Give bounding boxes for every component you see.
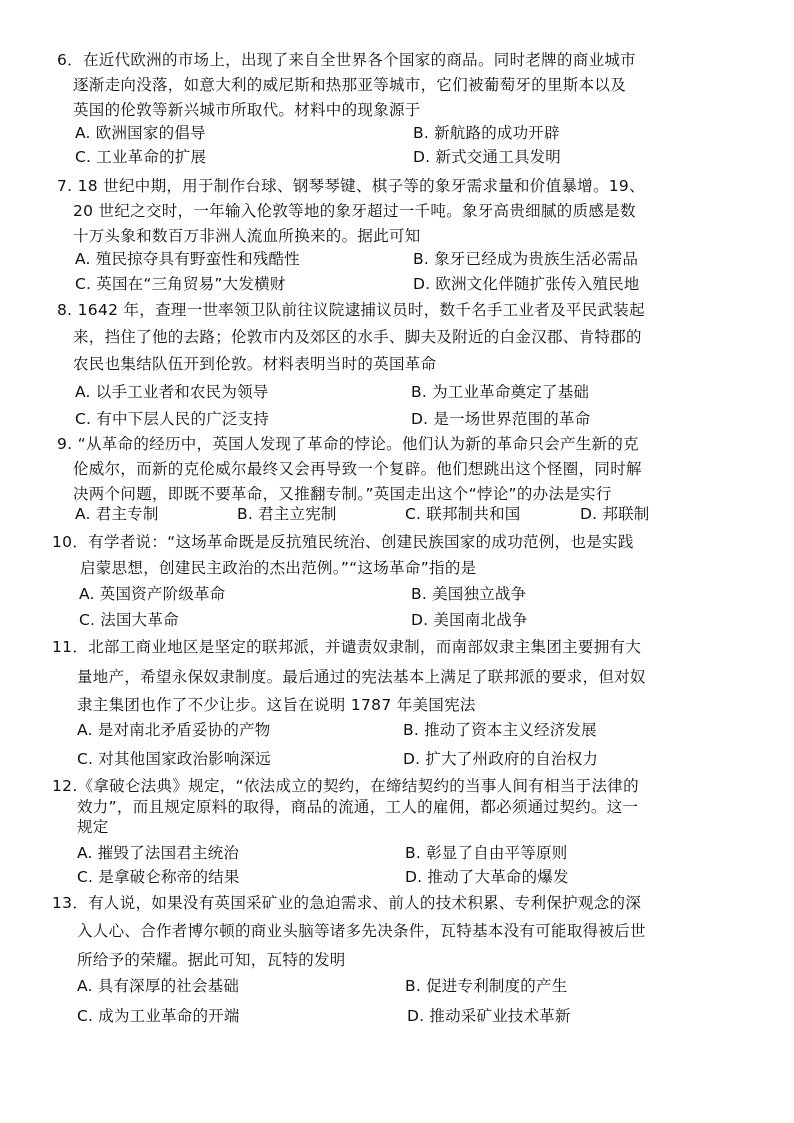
question-text-line: 来，挡住了他的去路；伦敦市内及郊区的水手、脚夫及附近的白金汉郡、肯特郡的 <box>73 328 642 346</box>
option-b: B. 新航路的成功开辟 <box>413 124 560 142</box>
option-c: C. 对其他国家政治影响深远 <box>77 750 271 768</box>
option-d: D. 推动了大革命的爆发 <box>405 868 569 886</box>
question-text-line: 农民也集结队伍开到伦敦。材料表明当时的英国革命 <box>73 355 437 373</box>
option-b: B. 促进专利制度的产生 <box>405 977 568 995</box>
question-text-line: 13．有人说，如果没有英国采矿业的急迫需求、前人的技术积累、专利保护观念的深 <box>52 894 642 912</box>
option-b: B. 推动了资本主义经济发展 <box>403 721 597 739</box>
question-text-line: 规定 <box>77 818 109 836</box>
option-a: A. 欧洲国家的倡导 <box>75 124 206 142</box>
option-c: C. 工业革命的扩展 <box>75 148 207 166</box>
option-b: B. 为工业革命奠定了基础 <box>411 383 590 401</box>
option-b: B. 象牙已经成为贵族生活必需品 <box>413 250 639 268</box>
question-text-line: 量地产，希望永保奴隶制度。最后通过的宪法基本上满足了联邦派的要求，但对奴 <box>77 668 646 686</box>
question-text-line: 效力”，而且规定原料的取得，商品的流通，工人的雇佣，都必须通过契约。这一 <box>77 798 639 816</box>
question-text-line: 逐渐走向没落，如意大利的威尼斯和热那亚等城市，它们被葡萄牙的里斯本以及 <box>73 76 627 94</box>
question-text-line: 9. “从革命的经历中，英国人发现了革命的悖论。他们认为新的革命只会产生新的克 <box>57 435 639 453</box>
option-c: C. 是拿破仑称帝的结果 <box>77 868 240 886</box>
question-text-line: 10．有学者说：“这场革命既是反抗殖民统治、创建民族国家的成功范例，也是实践 <box>52 533 634 551</box>
option-c: C. 英国在“三角贸易”大发横财 <box>75 275 286 293</box>
question-text-line: 十万头象和数百万非洲人流血所换来的。据此可知 <box>73 227 421 245</box>
question-text-line: 伦威尔，而新的克伦威尔最终又会再导致一个复辟。他们想跳出这个怪圈，同时解 <box>73 460 642 478</box>
option-d: D. 欧洲文化伴随扩张传入殖民地 <box>413 275 640 293</box>
question-text-line: 11．北部工商业地区是坚定的联邦派，并谴责奴隶制，而南部奴隶主集团主要拥有大 <box>52 638 642 656</box>
option-b: B. 君主立宪制 <box>237 505 337 523</box>
option-c: C. 联邦制共和国 <box>405 505 521 523</box>
option-d: D. 新式交通工具发明 <box>413 148 561 166</box>
question-text-line: 决两个问题，即既不要革命，又推翻专制。”英国走出这个“悖论”的办法是实行 <box>73 485 612 503</box>
question-text-line: 隶主集团也作了不少让步。这旨在说明 1787 年美国宪法 <box>77 696 476 714</box>
option-d: D. 扩大了州政府的自治权力 <box>403 750 599 768</box>
question-text-line: 20 世纪之交时，一年输入伦敦等地的象牙超过一千吨。象牙高贵细腻的质感是数 <box>73 202 636 220</box>
question-text-line: 8. 1642 年，查理一世率领卫队前往议院逮捕议员时，数千名手工业者及平民武装起 <box>57 301 645 319</box>
option-b: B. 美国独立战争 <box>411 585 527 603</box>
option-a: A. 英国资产阶级革命 <box>79 585 226 603</box>
option-c: C. 成为工业革命的开端 <box>77 1007 240 1025</box>
question-text-line: 12.《拿破仑法典》规定，“依法成立的契约，在缔结契约的当事人间有相当于法律的 <box>52 777 639 795</box>
question-text-line: 7. 18 世纪中期，用于制作台球、钢琴琴键、棋子等的象牙需求量和价值暴增。19、 <box>57 177 645 195</box>
option-d: D. 邦联制 <box>580 505 650 523</box>
option-a: A. 是对南北矛盾妥协的产物 <box>77 721 271 739</box>
option-a: A. 摧毁了法国君主统治 <box>77 844 240 862</box>
question-text-line: 入人心、合作者博尔顿的商业头脑等诸多先决条件，瓦特基本没有可能取得被后世 <box>77 922 646 940</box>
option-c: C. 法国大革命 <box>79 611 179 629</box>
question-text-line: 英国的伦敦等新兴城市所取代。材料中的现象源于 <box>73 101 421 119</box>
option-a: A. 殖民掠夺具有野蛮性和残酷性 <box>75 250 300 268</box>
option-a: A. 以手工业者和农民为领导 <box>75 383 269 401</box>
option-a: A. 具有深厚的社会基础 <box>77 977 240 995</box>
option-b: B. 彰显了自由平等原则 <box>405 844 568 862</box>
option-c: C. 有中下层人民的广泛支持 <box>75 410 269 428</box>
option-d: D. 是一场世界范围的革命 <box>411 410 591 428</box>
option-a: A. 君主专制 <box>75 505 159 523</box>
question-text-line: 6．在近代欧洲的市场上，出现了来自全世界各个国家的商品。同时老牌的商业城市 <box>57 51 636 69</box>
option-d: D. 美国南北战争 <box>411 611 528 629</box>
question-text-line: 所给予的荣耀。据此可知，瓦特的发明 <box>77 951 346 969</box>
option-d: D. 推动采矿业技术革新 <box>407 1007 571 1025</box>
question-text-line: 启蒙思想，创建民主政治的杰出范例。”“这场革命”指的是 <box>80 559 477 577</box>
